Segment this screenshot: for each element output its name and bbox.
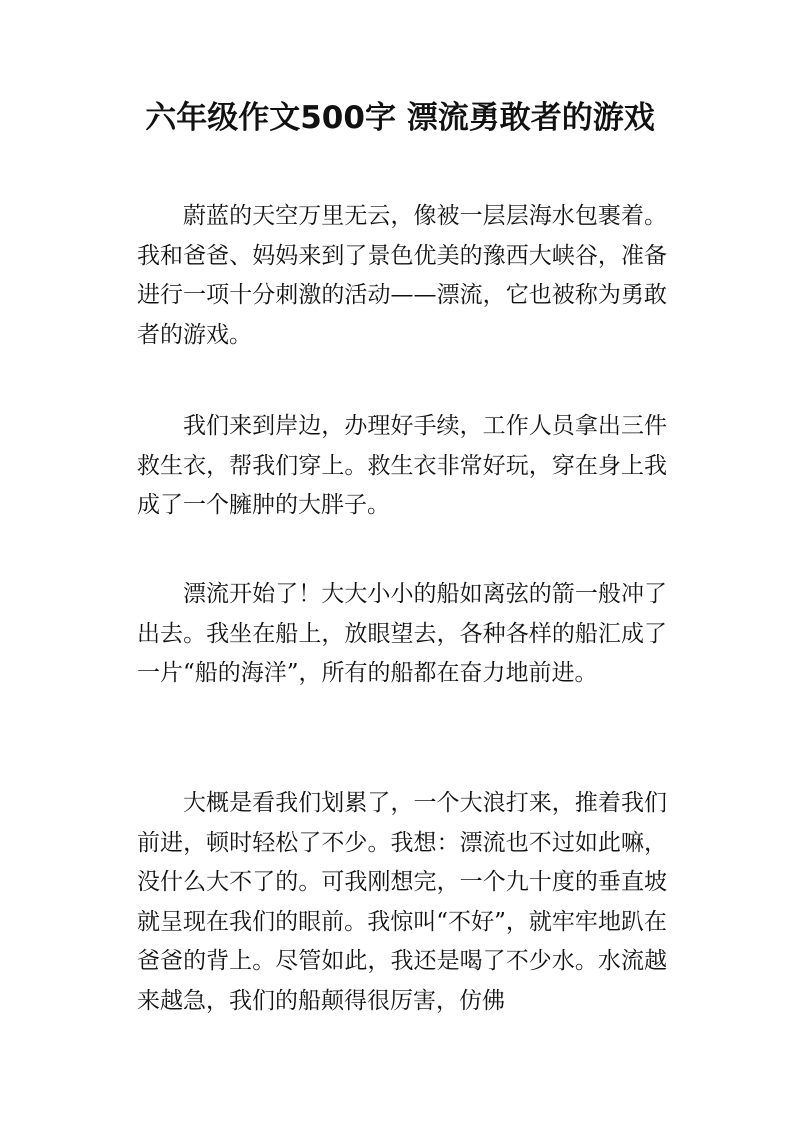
paragraph-2: 我们来到岸边，办理好手续，工作人员拿出三件救生衣，帮我们穿上。救生衣非常好玩，穿在身上我成了一个臃肿的大胖子。 (137, 413, 667, 518)
document-title: 六年级作文500字 漂流勇敢者的游戏 (145, 100, 655, 136)
paragraph-1: 蔚蓝的天空万里无云，像被一层层海水包裹着。我和爸爸、妈妈来到了景色优美的豫西大峡谷，准备进行一项十分刺激的活动——漂流，它也被称为勇敢者的游戏。 (137, 203, 667, 348)
paragraph-3: 漂流开始了！大大小小的船如离弦的箭一般冲了出去。我坐在船上，放眼望去，各种各样的船汇成了一片“船的海洋”，所有的船都在奋力地前进。 (137, 581, 667, 686)
paragraph-4: 大概是看我们划累了，一个大浪打来，推着我们前进，顿时轻松了不少。我想：漂流也不过如此嘛，没什么大不了的。可我刚想完，一个九十度的垂直坡就呈现在我们的眼前。我惊叫“不好”，就牢牢地趴在爸爸的背上。尽管如此，我还是喝了不少水。水流越来越急，我们的船颠得很厉害，仿佛 (137, 790, 667, 1014)
